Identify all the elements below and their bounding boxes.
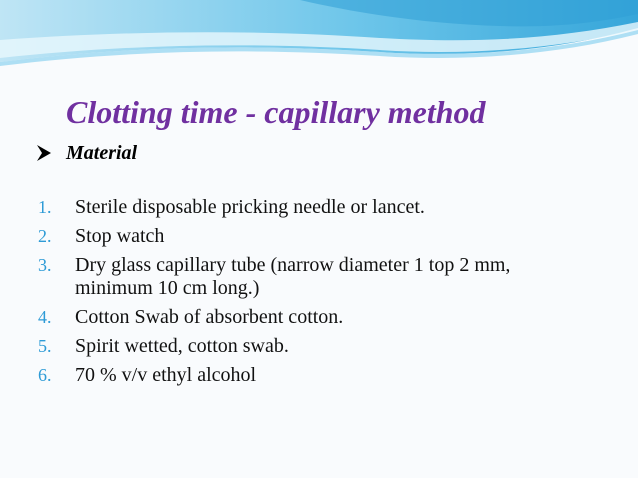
material-list	[38, 196, 558, 393]
list-item-number: 1.	[38, 197, 52, 217]
list-item	[38, 306, 558, 329]
list-item	[38, 364, 558, 387]
list-item-text: Cotton Swab of absorbent cotton.	[75, 306, 344, 328]
list-item-text: Dry glass capillary tube (narrow diameter 1 top 2 mm, minimum 10 cm long.)	[75, 254, 511, 299]
section-heading	[34, 138, 137, 168]
list-item-number: 6.	[38, 365, 52, 385]
list-item-number: 5.	[38, 336, 52, 356]
arrow-bullet-icon	[34, 138, 66, 168]
list-item	[38, 254, 558, 300]
list-item-text: Stop watch	[75, 225, 165, 247]
header-wave-decoration	[0, 0, 638, 80]
list-item	[38, 196, 558, 219]
slide-title: Clotting time - capillary method	[66, 94, 486, 130]
list-item-number: 3.	[38, 255, 52, 275]
list-item-number: 2.	[38, 226, 52, 246]
list-item	[38, 335, 558, 358]
list-item-text: 70 % v/v ethyl alcohol	[75, 364, 257, 386]
list-item-number: 4.	[38, 307, 52, 327]
list-item-text: Sterile disposable pricking needle or lancet.	[75, 196, 425, 218]
list-item	[38, 225, 558, 248]
list-item-text: Spirit wetted, cotton swab.	[75, 335, 289, 357]
section-heading-label: Material	[66, 141, 138, 164]
